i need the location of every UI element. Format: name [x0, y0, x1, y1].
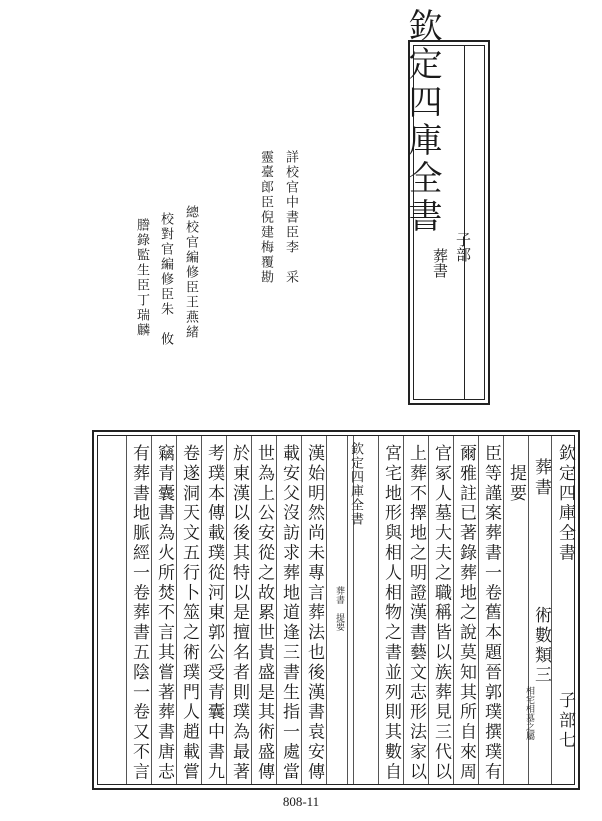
body-column: 官冢人墓大夫之職稱皆以族葬見三代以 — [431, 444, 451, 783]
body-column: 漢始明然尚未專言葬法也後漢書袁安傳 — [304, 444, 324, 783]
official-line: 詳校官中書臣李 采 — [283, 150, 298, 285]
column-rule — [151, 436, 152, 784]
body-column: 於東漢以後其特以是擅名者則璞為最著 — [229, 444, 249, 783]
page-header-title: 欽定四庫全書 — [555, 444, 575, 564]
body-column: 上葬不擇地之明證漢書藝文志形法家以 — [406, 444, 426, 783]
tiyao-label: 提要 — [506, 464, 526, 504]
column-rule — [126, 436, 127, 784]
cartouche-divider — [464, 46, 465, 399]
column-rule — [201, 436, 202, 784]
column-rule — [503, 436, 504, 784]
body-column: 竊青囊書為火所焚不言其嘗著葬書唐志 — [154, 444, 174, 783]
margin-title: 欽定四庫全書 — [348, 442, 363, 526]
body-column: 世為上公安從之故累世貴盛是其術盛傳 — [254, 444, 274, 783]
section-name: 術數類三 — [531, 606, 551, 686]
column-rule — [251, 436, 252, 784]
official-line: 總校官編修臣王燕緒 — [183, 205, 198, 340]
margin-note: 葬書 提要 — [334, 586, 344, 631]
body-column: 爾雅註已著錄葬地之說莫知其所自來周 — [456, 444, 476, 783]
section-note: 相宅相墓之屬 — [524, 686, 534, 740]
column-rule — [453, 436, 454, 784]
column-rule — [478, 436, 479, 784]
column-rule — [326, 436, 327, 784]
official-line: 靈臺郎臣倪建梅覆勘 — [258, 150, 273, 285]
body-column: 臣等謹案葬書一卷舊本題晉郭璞撰璞有 — [481, 444, 501, 783]
cover-title: 欽定四庫全書 — [402, 8, 442, 236]
page-number: 808-11 — [282, 794, 320, 809]
body-column: 有葬書地脈經一卷葬書五陰一卷又不言 — [129, 444, 149, 783]
official-line: 校對官編修臣朱 攸 — [158, 212, 173, 347]
text-page-frame — [97, 435, 575, 785]
body-column: 宮宅地形與相人相物之書並列則其數自 — [381, 444, 401, 783]
column-rule — [428, 436, 429, 784]
column-rule — [176, 436, 177, 784]
column-rule — [226, 436, 227, 784]
column-rule — [378, 436, 379, 784]
page-category: 子部七 — [555, 691, 575, 751]
column-rule — [276, 436, 277, 784]
body-column: 考璞本傳載璞從河東郭公受青囊中書九 — [204, 444, 224, 783]
cover-category: 子部 — [454, 232, 472, 262]
body-column: 卷遂洞天文五行卜筮之術璞門人趙載嘗 — [179, 444, 199, 783]
book-name: 葬書 — [531, 458, 551, 498]
text-page — [92, 430, 580, 790]
cover-book: 葬書 — [431, 248, 449, 278]
column-rule — [301, 436, 302, 784]
column-rule — [403, 436, 404, 784]
body-column: 載安父沒訪求葬地道逢三書生指一處當 — [279, 444, 299, 783]
official-line: 謄錄監生臣丁瑞麟 — [134, 218, 149, 338]
